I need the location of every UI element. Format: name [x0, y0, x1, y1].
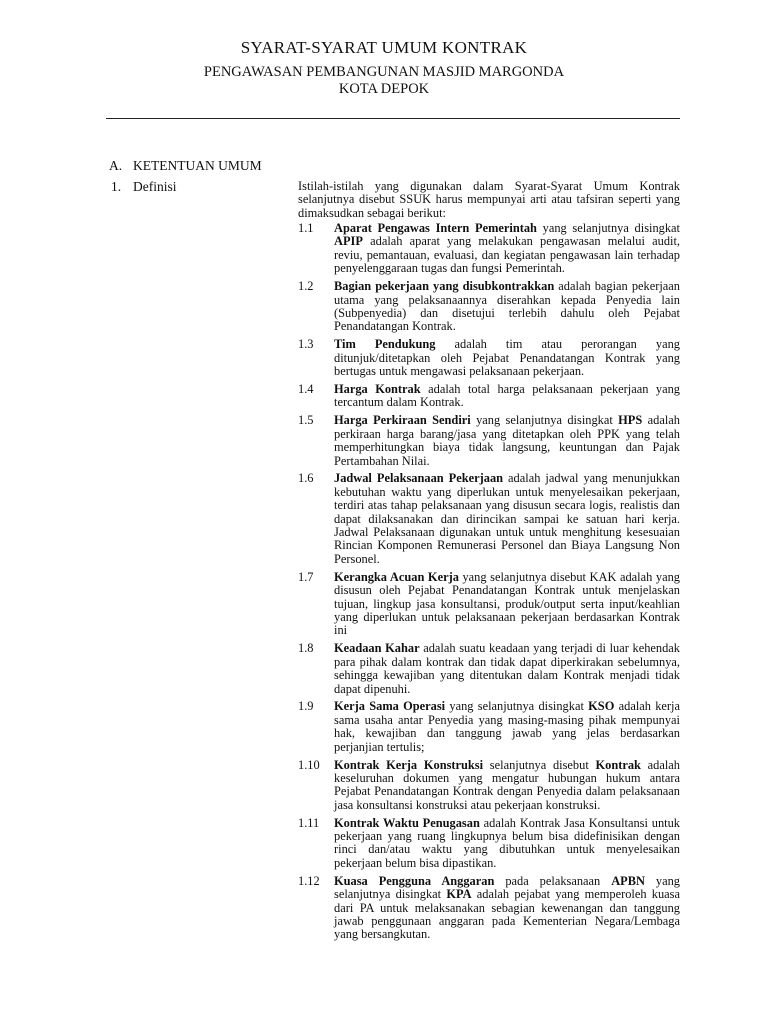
definition-item	[298, 472, 680, 566]
definition-body: selanjutnya disebut	[483, 757, 596, 772]
definition-item	[298, 875, 680, 942]
definition-term: Keadaan Kahar	[334, 641, 420, 656]
subsection-heading	[111, 179, 177, 195]
definition-number: 1.11	[298, 815, 320, 830]
definition-body: adalah tim atau perorangan yang ditunjuk/ditetapkan oleh Pejabat Penandatangan Kontrak yang bertugas untuk mengawasi pelaksanaan pekerjaan.	[334, 337, 681, 379]
definitions-list	[298, 222, 680, 946]
definition-item	[298, 414, 680, 468]
definition-term: KPA	[446, 887, 472, 902]
subsection-label: Definisi	[133, 179, 177, 194]
definition-text	[334, 280, 680, 334]
definition-text	[334, 571, 680, 638]
definition-item	[298, 642, 680, 696]
definition-body: adalah pejabat yang memperoleh kuasa dari PA untuk melaksanakan sebagian kewenangan dan tanggung jawab penggunaan anggaran pada Kementerian Negara/Lembaga yang bersangkutan.	[334, 887, 680, 942]
definition-item	[298, 571, 680, 638]
definition-text	[334, 472, 680, 566]
definition-text	[334, 759, 680, 813]
definition-item	[298, 759, 680, 813]
definition-item	[298, 383, 680, 410]
definition-text	[334, 383, 680, 410]
definition-body: adalah aparat yang melakukan pengawasan melalui audit, reviu, pemantauan, evaluasi, dan kegiatan pengawasan lain terhadap penyelenggaraan tugas dan fungsi Pemerintah.	[334, 234, 680, 276]
definition-item	[298, 280, 680, 334]
header-divider	[106, 118, 680, 119]
definition-term: HPS	[618, 413, 643, 428]
definition-body: adalah Kontrak Jasa Konsultansi untuk pekerjaan yang ruang lingkupnya belum bisa didefinisikan dengan rinci dan/atau waktu yang dibutuhkan untuk menyelesaikan pekerjaan belum bisa dipastikan.	[334, 815, 680, 870]
subtitle-line-2: KOTA DEPOK	[338, 81, 430, 97]
definition-body: yang selanjutnya disebut KAK adalah yang disusun oleh Pejabat Penandatangan Kontrak untuk menjelaskan tujuan, lingkup jasa konsultansi, produk/output serta input/keahlian yang diperlukan untuk pelaksanaan pekerjaan berdasarkan Kontrak ini	[334, 569, 680, 638]
subsection-number: 1.	[111, 179, 122, 194]
definition-item	[298, 700, 680, 754]
definition-term: Harga Kontrak	[334, 381, 421, 396]
definition-body: yang selanjutnya disingkat	[536, 221, 680, 235]
definition-text	[334, 875, 680, 942]
definition-number: 1.8	[298, 641, 314, 656]
definition-body: adalah bagian pekerjaan utama yang pelaksanaannya diserahkan kepada Penyedia lain (Subpenyedia) dan disetujui terlebih dahulu oleh Pejabat Penandatangan Kontrak.	[334, 279, 680, 334]
definition-text	[334, 642, 680, 696]
definition-body: pada pelaksanaan	[494, 873, 612, 888]
definition-term: Kerangka Acuan Kerja	[334, 569, 459, 584]
definition-number: 1.12	[298, 873, 320, 888]
definition-term: Kontrak	[595, 757, 641, 772]
definition-number: 1.4	[298, 381, 314, 396]
definition-term: APIP	[334, 234, 363, 249]
definition-item	[298, 222, 680, 276]
definition-body: adalah perkiraan harga barang/jasa yang ditetapkan oleh PPK yang telah memperhitungkan biaya tidak langsung, keuntungan dan Pajak Pertambahan Nilai.	[334, 413, 680, 468]
definition-body: yang selanjutnya disingkat	[334, 873, 680, 902]
definition-term: Tim Pendukung	[334, 337, 436, 352]
definition-number: 1.2	[298, 279, 314, 294]
definition-term: APBN	[611, 873, 645, 888]
definition-body: yang selanjutnya disingkat	[470, 413, 619, 428]
definition-body: adalah jadwal yang menunjukkan kebutuhan waktu yang diperlukan untuk menyelesaikan pekerjaan, terdiri atas tahap pelaksanaan yang disusun secara logis, realistis dan dapat dilaksanakan dan dirincikan sampai ke satuan hari kerja. Jadwal Pelaksanaan digunakan untuk untuk menghitung kesesuaian Rincian Komponen Remunerasi Personel dan Biaya Langsung Non Personel.	[334, 471, 680, 566]
definition-item	[298, 338, 680, 378]
definition-term: Bagian pekerjaan yang disubkontrakkan	[334, 279, 555, 294]
definition-text	[334, 817, 680, 871]
section-number: A.	[109, 158, 123, 173]
definition-number: 1.10	[298, 757, 320, 772]
definition-term: Kontrak Kerja Konstruksi	[334, 757, 484, 772]
definition-number: 1.6	[298, 471, 314, 486]
definition-text	[334, 222, 680, 276]
section-title: KETENTUAN UMUM	[133, 158, 262, 173]
definition-body: adalah keseluruhan dokumen yang mengatur hubungan hukum antara Pejabat Penandatangan Kontrak dengan Penyedia dalam pelaksanaan jasa konsultansi konstruksi atau pekerjaan konstruksi.	[334, 757, 680, 812]
definition-term: Jadwal Pelaksanaan Pekerjaan	[334, 471, 504, 486]
document-subtitle	[0, 64, 768, 98]
definition-text	[334, 700, 680, 754]
definition-term: Kuasa Pengguna Anggaran	[334, 873, 495, 888]
definition-number: 1.7	[298, 569, 314, 584]
definition-body: adalah total harga pelaksanaan pekerjaan yang tercantum dalam Kontrak.	[334, 381, 681, 410]
definition-number: 1.3	[298, 337, 314, 352]
section-heading	[109, 158, 262, 174]
definition-body: adalah kerja sama usaha antar Penyedia yang masing-masing pihak mempunyai hak, kewajiban dan tanggung jawab yang jelas berdasarkan perjanjian tertulis;	[334, 699, 680, 754]
definition-term: Kontrak Waktu Penugasan	[334, 815, 480, 830]
definition-number: 1.1	[298, 221, 314, 235]
definition-body: yang selanjutnya disingkat	[445, 699, 589, 714]
definition-number: 1.5	[298, 413, 314, 428]
definition-text	[334, 338, 680, 378]
definition-term: Aparat Pengawas Intern Pemerintah	[334, 221, 537, 235]
document-title: SYARAT-SYARAT UMUM KONTRAK	[240, 38, 528, 57]
definitions-intro: Istilah-istilah yang digunakan dalam Syarat-Syarat Umum Kontrak selanjutnya disebut SSUK harus mempunyai arti atau tafsiran seperti yang dimaksudkan sebagai berikut:	[298, 179, 680, 220]
definition-item	[298, 817, 680, 871]
definition-body: adalah suatu keadaan yang terjadi di luar kehendak para pihak dalam kontrak dan tidak dapat diperkirakan sebelumnya, sehingga kewajiban yang ditentukan dalam Kontrak menjadi tidak dapat dipenuhi.	[334, 641, 680, 696]
definition-term: KSO	[588, 699, 615, 714]
definition-term: Kerja Sama Operasi	[334, 699, 446, 714]
subtitle-line-1: PENGAWASAN PEMBANGUNAN MASJID MARGONDA	[203, 64, 565, 80]
definition-term: Harga Perkiraan Sendiri	[334, 413, 471, 428]
definition-number: 1.9	[298, 699, 314, 714]
definition-text	[334, 414, 680, 468]
